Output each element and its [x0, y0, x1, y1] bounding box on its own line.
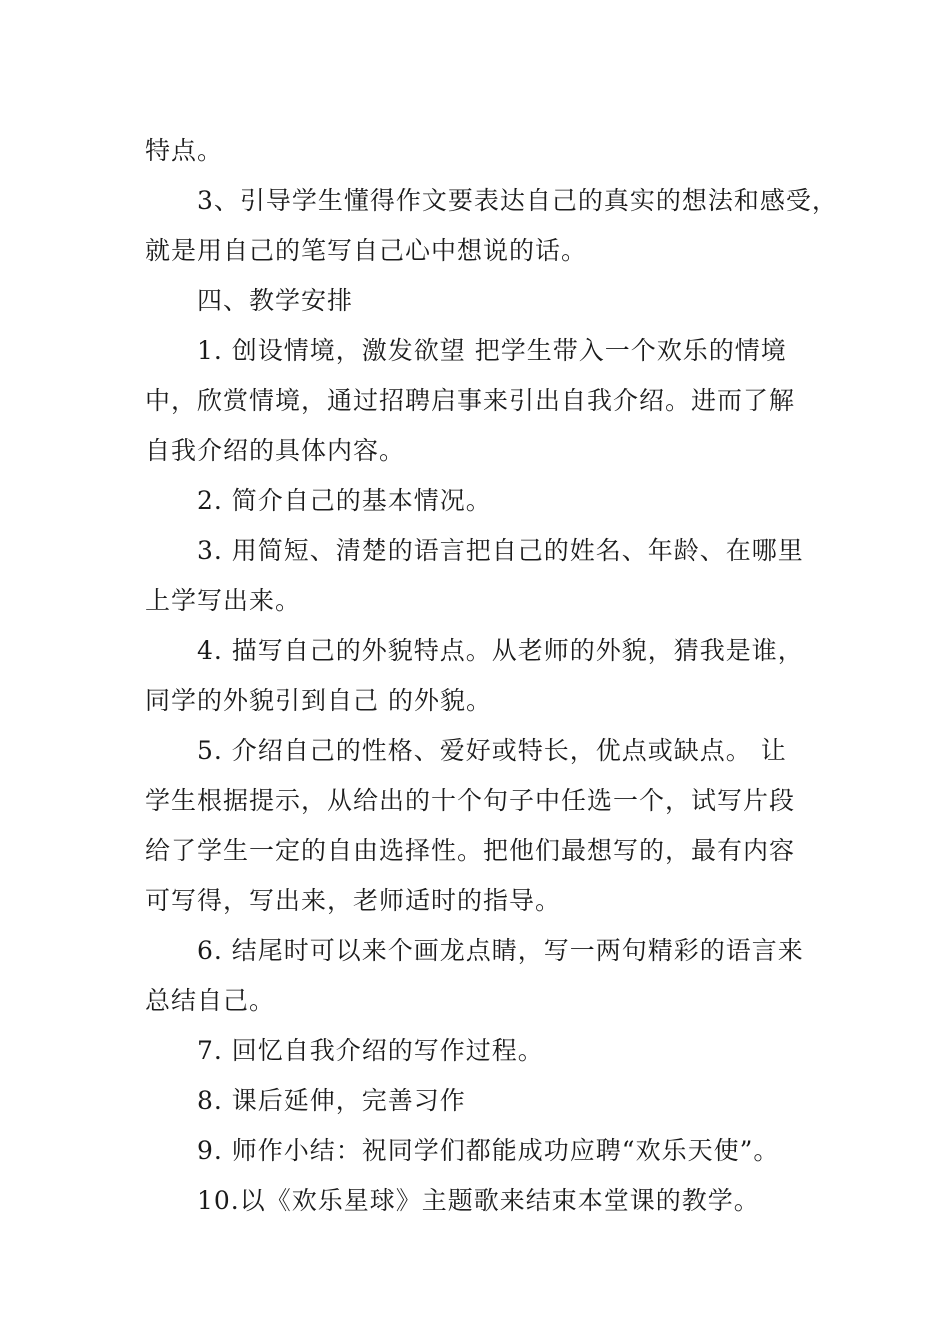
text-line: 特点。	[145, 136, 224, 165]
text-line: 2. 简介自己的基本情况。	[197, 486, 492, 515]
text-line: 10.以《欢乐星球》主题歌来结束本堂课的教学。	[197, 1186, 760, 1215]
text-line: 上学写出来。	[145, 586, 302, 615]
text-line: 9. 师作小结：祝同学们都能成功应聘“欢乐天使”。	[197, 1136, 780, 1165]
text-line: 8. 课后延伸，完善习作	[197, 1086, 466, 1115]
text-line: 可写得，写出来，老师适时的指导。	[145, 886, 562, 915]
text-line: 1. 创设情境，激发欲望 把学生带入一个欢乐的情境	[197, 336, 787, 365]
text-line: 3、引导学生懂得作文要表达自己的真实的想法和感受，	[197, 186, 838, 215]
text-line: 4. 描写自己的外貌特点。从老师的外貌，猜我是谁，	[197, 636, 804, 665]
text-line: 给了学生一定的自由选择性。把他们最想写的，最有内容	[145, 836, 796, 865]
text-line: 6. 结尾时可以来个画龙点睛，写一两句精彩的语言来	[197, 936, 804, 965]
text-line: 就是用自己的笔写自己心中想说的话。	[145, 236, 588, 265]
document-body	[145, 126, 838, 1226]
text-line: 自我介绍的具体内容。	[145, 436, 406, 465]
text-line: 3. 用简短、清楚的语言把自己的姓名、年龄、在哪里	[197, 536, 804, 565]
text-line: 学生根据提示，从给出的十个句子中任选一个，试写片段	[145, 786, 796, 815]
text-line: 5. 介绍自己的性格、爱好或特长，优点或缺点。 让	[197, 736, 787, 765]
text-line: 7. 回忆自我介绍的写作过程。	[197, 1036, 544, 1065]
text-line: 同学的外貌引到自己 的外貌。	[145, 686, 492, 715]
text-line: 中，欣赏情境，通过招聘启事来引出自我介绍。进而了解	[145, 386, 796, 415]
text-line: 总结自己。	[145, 986, 276, 1015]
section-heading: 四、教学安排	[197, 286, 354, 315]
